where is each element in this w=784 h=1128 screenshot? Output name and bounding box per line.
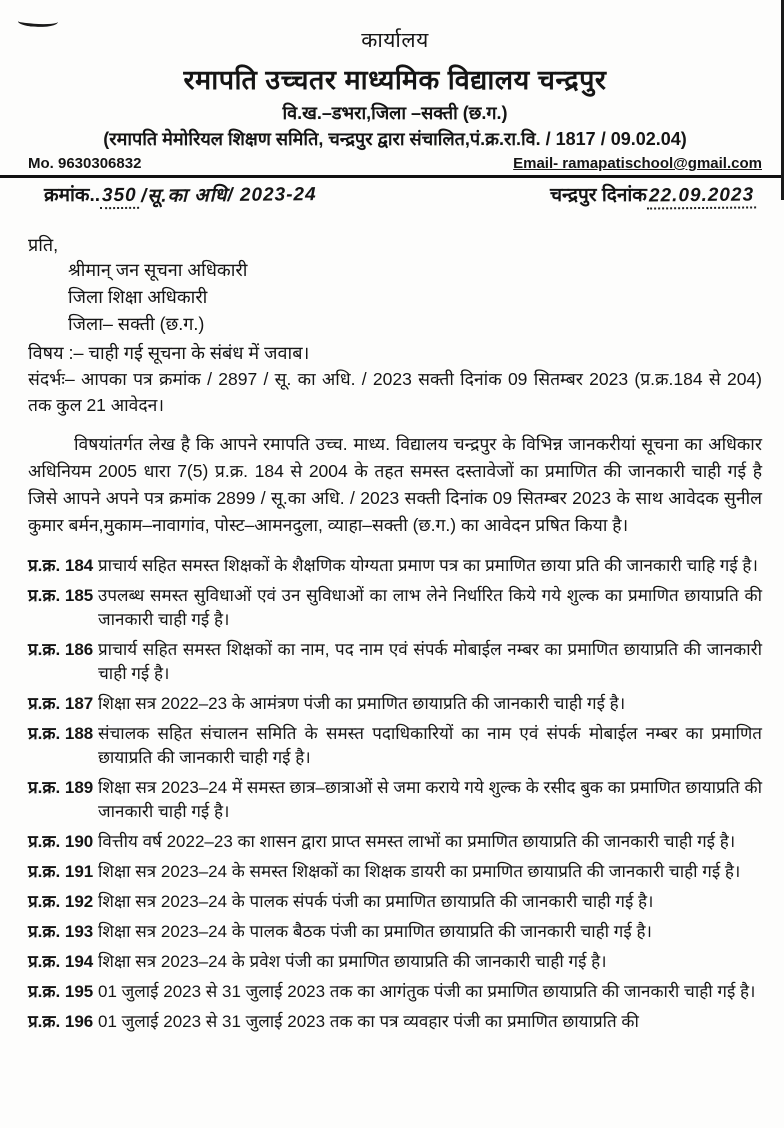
item-label: प्र.क्र. 190 xyxy=(28,832,94,851)
email-address: Email- ramapatischool@gmail.com xyxy=(513,155,762,172)
item-label: प्र.क्र. 196 xyxy=(28,1012,94,1031)
school-name: रमापति उच्चतर माध्यमिक विद्यालय चन्द्रपुर xyxy=(183,65,607,95)
list-item xyxy=(28,584,762,632)
list-item xyxy=(28,554,762,578)
list-item xyxy=(28,890,762,914)
item-text: शिक्षा सत्र 2022–23 के आमंत्रण पंजी का प्रमाणित छायाप्रति की जानकारी चाही गई है। xyxy=(98,694,626,713)
letterhead xyxy=(28,26,762,172)
header-divider xyxy=(0,175,784,178)
item-text: शिक्षा सत्र 2023–24 के प्रवेश पंजी का प्रमाणित छायाप्रति की जानकारी चाही गई है। xyxy=(98,952,607,971)
society-registration-line: (रमापति मेमोरियल शिक्षण समिति, चन्द्रपुर द्वारा संचालित,पं.क्र.रा.वि. / 1817 / 09.02.04) xyxy=(103,129,687,149)
place-and-date xyxy=(550,181,756,209)
item-text: प्राचार्य सहित समस्त शिक्षकों के शैक्षणिक योग्यता प्रमाण पत्र का प्रमाणित छाया प्रति की जानकारी चाहि गई है। xyxy=(98,556,758,575)
item-label: प्र.क्र. 184 xyxy=(28,556,94,575)
mobile-number: Mo. 9630306832 xyxy=(28,155,142,172)
list-item xyxy=(28,950,762,974)
item-text: शिक्षा सत्र 2023–24 के पालक संपर्क पंजी का प्रमाणित छायाप्रति की जानकारी चाही गई है। xyxy=(98,892,654,911)
reference-number-row xyxy=(28,181,762,209)
item-text: संचालक सहित संचालन समिति के समस्त पदाधिकारियों का नाम एवं संपर्क मोबाईल नम्बर का प्रमाणित छायाप्रति की जानकारी चाही गई है। xyxy=(98,724,762,767)
list-item xyxy=(28,830,762,854)
subject-line: विषय :– चाही गई सूचना के संबंध में जवाब। xyxy=(28,343,310,363)
item-text: शिक्षा सत्र 2023–24 के समस्त शिक्षकों का शिक्षक डायरी का प्रमाणित छायाप्रति की जानकारी चाही गई है। xyxy=(98,862,741,881)
item-text: शिक्षा सत्र 2023–24 के पालक बैठक पंजी का प्रमाणित छायाप्रति की जानकारी चाही गई है। xyxy=(98,922,652,941)
letter-number-suffix-handwritten: /सू.का अधि/ 2023-24 xyxy=(140,184,317,207)
to-label: प्रति, xyxy=(28,235,59,255)
list-item xyxy=(28,692,762,716)
list-item xyxy=(28,638,762,686)
list-item xyxy=(28,920,762,944)
addressee-block xyxy=(68,257,762,338)
contact-row xyxy=(28,155,762,172)
item-label: प्र.क्र. 189 xyxy=(28,778,94,797)
list-item xyxy=(28,776,762,824)
letter-number-handwritten: 350 xyxy=(100,185,139,209)
item-label: प्र.क्र. 194 xyxy=(28,952,94,971)
office-label: कार्यालय xyxy=(361,29,429,52)
date-handwritten: 22.09.2023 xyxy=(647,184,756,209)
item-label: प्र.क्र. 187 xyxy=(28,694,94,713)
place-date-prefix: चन्द्रपुर दिनांक xyxy=(549,185,647,206)
demand-list xyxy=(28,554,762,1034)
item-label: प्र.क्र. 193 xyxy=(28,922,94,941)
item-label: प्र.क्र. 192 xyxy=(28,892,94,911)
reference-line: संदर्भः– आपका पत्र क्रमांक / 2897 / सू. का अधि. / 2023 सक्ती दिनांक 09 सितम्बर 2023 (प्र.क्र.184 से 204) तक कुल 21 आवेदन। xyxy=(28,369,762,415)
block-district-line: वि.ख.–डभरा,जिला –सक्ती (छ.ग.) xyxy=(282,103,508,123)
item-text: प्राचार्य सहित समस्त शिक्षकों का नाम, पद नाम एवं संपर्क मोबाईल नम्बर का प्रमाणित छायाप्रति की जानकारी चाही गई है। xyxy=(98,640,762,683)
item-text: 01 जुलाई 2023 से 31 जुलाई 2023 तक का पत्र व्यवहार पंजी का प्रमाणित छायाप्रति की xyxy=(98,1012,639,1031)
item-label: प्र.क्र. 191 xyxy=(28,862,94,881)
addressee-line: जिला– सक्ती (छ.ग.) xyxy=(68,314,205,334)
letter-number xyxy=(44,181,318,209)
list-item xyxy=(28,722,762,770)
item-label: प्र.क्र. 195 xyxy=(28,982,94,1001)
item-text: उपलब्ध समस्त सुविधाओं एवं उन सुविधाओं का लाभ लेने निर्धारित किये गये शुल्क का प्रमाणित छायाप्रति की जानकारी चाही गई है। xyxy=(98,586,762,629)
item-label: प्र.क्र. 185 xyxy=(28,586,94,605)
list-item xyxy=(28,1010,762,1034)
addressee-line: श्रीमान् जन सूचना अधिकारी xyxy=(68,260,248,280)
item-label: प्र.क्र. 188 xyxy=(28,724,94,743)
list-item xyxy=(28,860,762,884)
item-text: वित्तीय वर्ष 2022–23 का शासन द्वारा प्राप्त समस्त लाभों का प्रमाणित छायाप्रति की जानकारी चाही गई है। xyxy=(98,832,736,851)
list-item xyxy=(28,980,762,1004)
item-text: 01 जुलाई 2023 से 31 जुलाई 2023 तक का आगंतुक पंजी का प्रमाणित छायाप्रति की जानकारी चाही गई है। xyxy=(98,982,756,1001)
addressee-line: जिला शिक्षा अधिकारी xyxy=(68,287,208,307)
item-label: प्र.क्र. 186 xyxy=(28,640,94,659)
item-text: शिक्षा सत्र 2023–24 में समस्त छात्र–छात्राओं से जमा कराये गये शुल्क के रसीद बुक का प्रमाणित छायाप्रति की जानकारी चाही गई है। xyxy=(98,778,762,821)
body-paragraph: विषयांतर्गत लेख है कि आपने रमापति उच्च. माध्य. विद्यालय चन्द्रपुर के विभिन्न जानकरीयां सूचना का अधिकार अधिनियम 2005 धारा 7(5) प्र.क्र. 184 से 2004 के तहत समस्त दस्तावेजों का प्रमाणित की जानकारी चाही गई है जिसे आपने अपने पत्र क्रमांक 2899 / सू.का अधि. / 2023 सक्ती दिनांक 09 सितम्बर 2023 के साथ आवेदक सुनील कुमार बर्मन,मुकाम–नावागांव, पोस्ट–आमनदुला, व्याहा–सक्ती (छ.ग.) का आवेदन प्रषित किया है। xyxy=(28,434,762,535)
letter-number-prefix: क्रमांक.. xyxy=(44,185,101,206)
